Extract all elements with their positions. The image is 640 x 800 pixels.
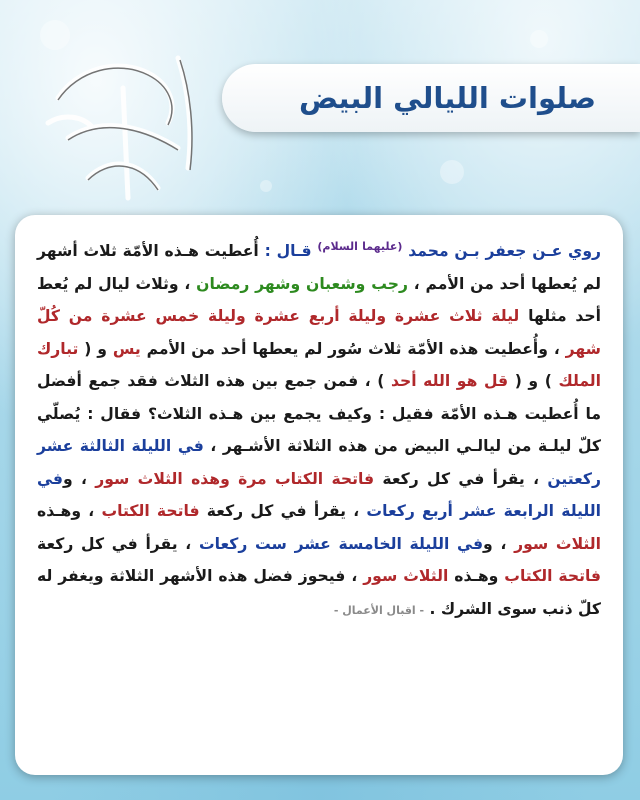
bokeh-decoration	[530, 30, 548, 48]
text-segment-red: الثلاث سور	[363, 567, 449, 586]
text-segment-blue: في الليلة الثالثة عشر ركعتين	[37, 437, 601, 488]
text-segment-red: قل هو الله أحد	[391, 372, 509, 391]
source-citation: - اقبال الأعمال -	[333, 603, 425, 617]
text-segment-blue: في الليلة الرابعة عشر أربع ركعات	[37, 469, 601, 521]
hadith-text	[37, 231, 601, 627]
calligraphy-icon	[28, 28, 218, 208]
text-segment-black: ) و (	[508, 372, 559, 391]
text-segment-red: فاتحة الكتاب	[504, 567, 602, 586]
text-segment-red: تبارك الملك	[37, 339, 601, 391]
logo-text	[218, 28, 219, 29]
text-segment-black: وهـذه	[448, 567, 505, 586]
content-box	[15, 215, 623, 775]
text-segment-black: ، يقرأ في كل ركعة	[199, 502, 367, 521]
text-segment-red: فاتحة الكتاب	[101, 502, 200, 521]
text-segment-purple: (عليهما السلام)	[317, 240, 403, 253]
rajab-calligraphy-logo	[28, 28, 218, 208]
text-segment-blue: قـال :	[258, 242, 318, 261]
text-segment-black: ، يقرأ في كل ركعة	[37, 534, 199, 553]
text-segment-black: ، يقرأ في كل ركعة	[374, 469, 548, 488]
text-segment-black: ، وثلاث ليال لم يُعط أحد مثلها	[37, 274, 602, 326]
text-segment-black: ، وهـذه	[37, 502, 102, 521]
title-bar	[222, 64, 640, 132]
bokeh-decoration	[260, 180, 272, 192]
text-segment-black: أُعطيت هـذه الأمّة ثلاث أشهر لم يُعطها أحد من الأمم ،	[37, 242, 602, 293]
text-segment-black: و (	[78, 339, 113, 358]
text-segment-black: ، و	[63, 469, 96, 488]
text-segment-red: ليلة ثلاث عشرة وليلة أربع عشرة وليلة خمس عشرة من كُلّ شهر	[37, 307, 601, 358]
page-title: صلوات الليالي البيض	[298, 81, 596, 115]
text-segment-black: ) ، فمن جمع بين هذه الثلاث فقد جمع أفضل ما أُعطيت هـذه الأمّة فقيل : وكيف يجمع بين هـذه الثلاث؟ فقال : يُصلّي كلّ ليلـة من ليالـي البيض من هذه الثلاثة الأشـهر ،	[37, 372, 601, 456]
text-segment-black: ، و	[483, 534, 515, 553]
text-segment-green: رجب وشعبان وشهر رمضان	[196, 274, 408, 293]
text-segment-blue: في الليلة الخامسة عشر ست ركعات	[198, 534, 484, 553]
text-segment-blue: روي عـن جعفر بـن محمد	[402, 242, 602, 261]
text-segment-black: ، فيحوز فضل هذه الأشهر الثلاثة ويغفر له كلّ ذنب سوى الشرك .	[37, 567, 601, 618]
bokeh-decoration	[440, 160, 464, 184]
text-segment-red: الثلاث سور	[514, 534, 601, 553]
text-segment-black: ، وأُعطيت هذه الأمّة ثلاث سُور لم يعطها أحد من الأمم	[140, 339, 566, 358]
text-segment-red: فاتحة الكتاب مرة وهذه الثلاث سور	[95, 469, 375, 488]
text-segment-red: يس	[112, 339, 141, 358]
